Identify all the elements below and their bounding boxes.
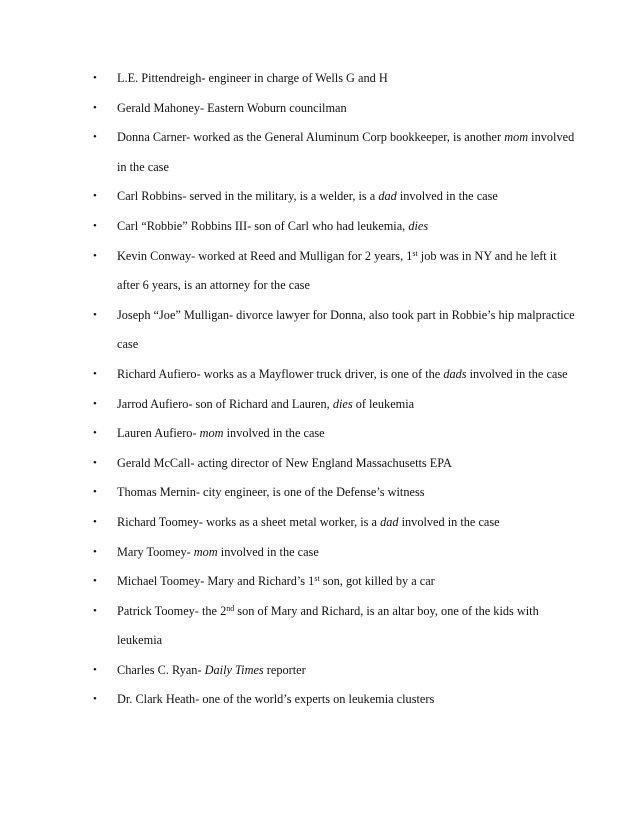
item-text: Carl Robbins- served in the military, is a welder, is a: [117, 189, 379, 204]
list-item: [0, 123, 638, 182]
list-item: [0, 478, 638, 508]
list-item: [0, 182, 638, 212]
list-item: [0, 685, 638, 715]
item-text: Charles C. Ryan-: [117, 662, 205, 677]
bullet-icon: •: [93, 397, 97, 410]
item-text: son, got killed by a car: [319, 574, 435, 589]
item-text: reporter: [263, 662, 306, 677]
item-text: Gerald McCall- acting director of New England Massachusetts EPA: [117, 455, 452, 470]
item-text: Dr. Clark Heath- one of the world’s experts on leukemia clusters: [117, 692, 435, 707]
item-text: Mary Toomey-: [117, 544, 194, 559]
list-item: [0, 449, 638, 479]
italic-text: dad: [380, 514, 399, 529]
list-item: [0, 656, 638, 686]
item-text: Gerald Mahoney- Eastern Woburn councilman: [117, 100, 347, 115]
item-text: of leukemia: [352, 396, 415, 411]
item-text: involved in the case: [223, 426, 325, 441]
italic-text: Daily Times: [204, 662, 264, 677]
bullet-icon: •: [93, 101, 97, 114]
list-item: [0, 360, 638, 390]
bullet-icon: •: [93, 249, 97, 262]
bullet-icon: •: [93, 190, 97, 203]
item-text: involved in the case: [117, 130, 575, 174]
item-text: Richard Toomey- works as a sheet metal worker, is a: [117, 514, 381, 529]
superscript-text: st: [314, 574, 320, 584]
item-text: involved in the case: [398, 514, 500, 529]
bullet-icon: •: [93, 456, 97, 469]
bullet-icon: •: [93, 308, 97, 321]
item-text: L.E. Pittendreigh- engineer in charge of Wells G and H: [117, 71, 388, 85]
item-text: Joseph “Joe” Mulligan- divorce lawyer for Donna, also took part in Robbie’s hip malpractice case: [117, 307, 575, 352]
item-text: job was in NY and he left it after 6 years, is an attorney for the case: [117, 248, 557, 293]
italic-text: mom: [193, 544, 218, 559]
item-text: Kevin Conway- worked at Reed and Mulligan for 2 years, 1: [117, 248, 413, 263]
italic-text: dads: [443, 366, 467, 381]
item-text: Donna Carner- worked as the General Aluminum Corp bookkeeper, is another: [117, 130, 505, 145]
list-item: [0, 301, 638, 360]
italic-text: mom: [199, 426, 224, 441]
bullet-icon: •: [93, 427, 97, 440]
item-text: Jarrod Aufiero- son of Richard and Lauren,: [117, 396, 333, 411]
list-item: [0, 212, 638, 242]
superscript-text: nd: [226, 603, 235, 613]
list-item: [0, 419, 638, 449]
bullet-icon: •: [93, 663, 97, 676]
list-item: [0, 538, 638, 568]
bullet-icon: •: [93, 131, 97, 144]
item-text: Patrick Toomey- the 2: [117, 603, 227, 618]
item-text: Michael Toomey- Mary and Richard’s 1: [117, 574, 315, 589]
bullet-icon: •: [93, 693, 97, 706]
bullet-icon: •: [93, 72, 97, 84]
item-text: involved in the case: [466, 366, 568, 381]
list-item: [0, 390, 638, 420]
item-text: Thomas Mernin- city engineer, is one of the Defense’s witness: [117, 485, 425, 500]
item-text: son of Mary and Richard, is an altar boy, one of the kids with leukemia: [117, 603, 539, 648]
bullet-icon: •: [93, 604, 97, 617]
item-text: Richard Aufiero- works as a Mayflower truck driver, is one of the: [117, 366, 444, 381]
list-item: [0, 94, 638, 124]
superscript-text: st: [412, 248, 418, 258]
list-item: [0, 508, 638, 538]
bullet-icon: •: [93, 486, 97, 499]
bullet-icon: •: [93, 545, 97, 558]
italic-text: dies: [408, 218, 429, 233]
list-item: [0, 567, 638, 597]
bullet-icon: •: [93, 367, 97, 380]
list-item: [0, 242, 638, 301]
item-text: Lauren Aufiero-: [117, 426, 200, 441]
item-text: Carl “Robbie” Robbins III- son of Carl who had leukemia,: [117, 218, 409, 233]
bullet-icon: •: [93, 515, 97, 528]
bullet-icon: •: [93, 219, 97, 232]
list-item: [0, 597, 638, 656]
item-text: involved in the case: [217, 544, 319, 559]
italic-text: mom: [504, 130, 529, 145]
italic-text: dies: [332, 396, 353, 411]
bullet-icon: •: [93, 575, 97, 588]
bullet-list: [0, 64, 638, 715]
italic-text: dad: [378, 189, 397, 204]
item-text: involved in the case: [396, 189, 498, 204]
list-item: [0, 64, 638, 94]
